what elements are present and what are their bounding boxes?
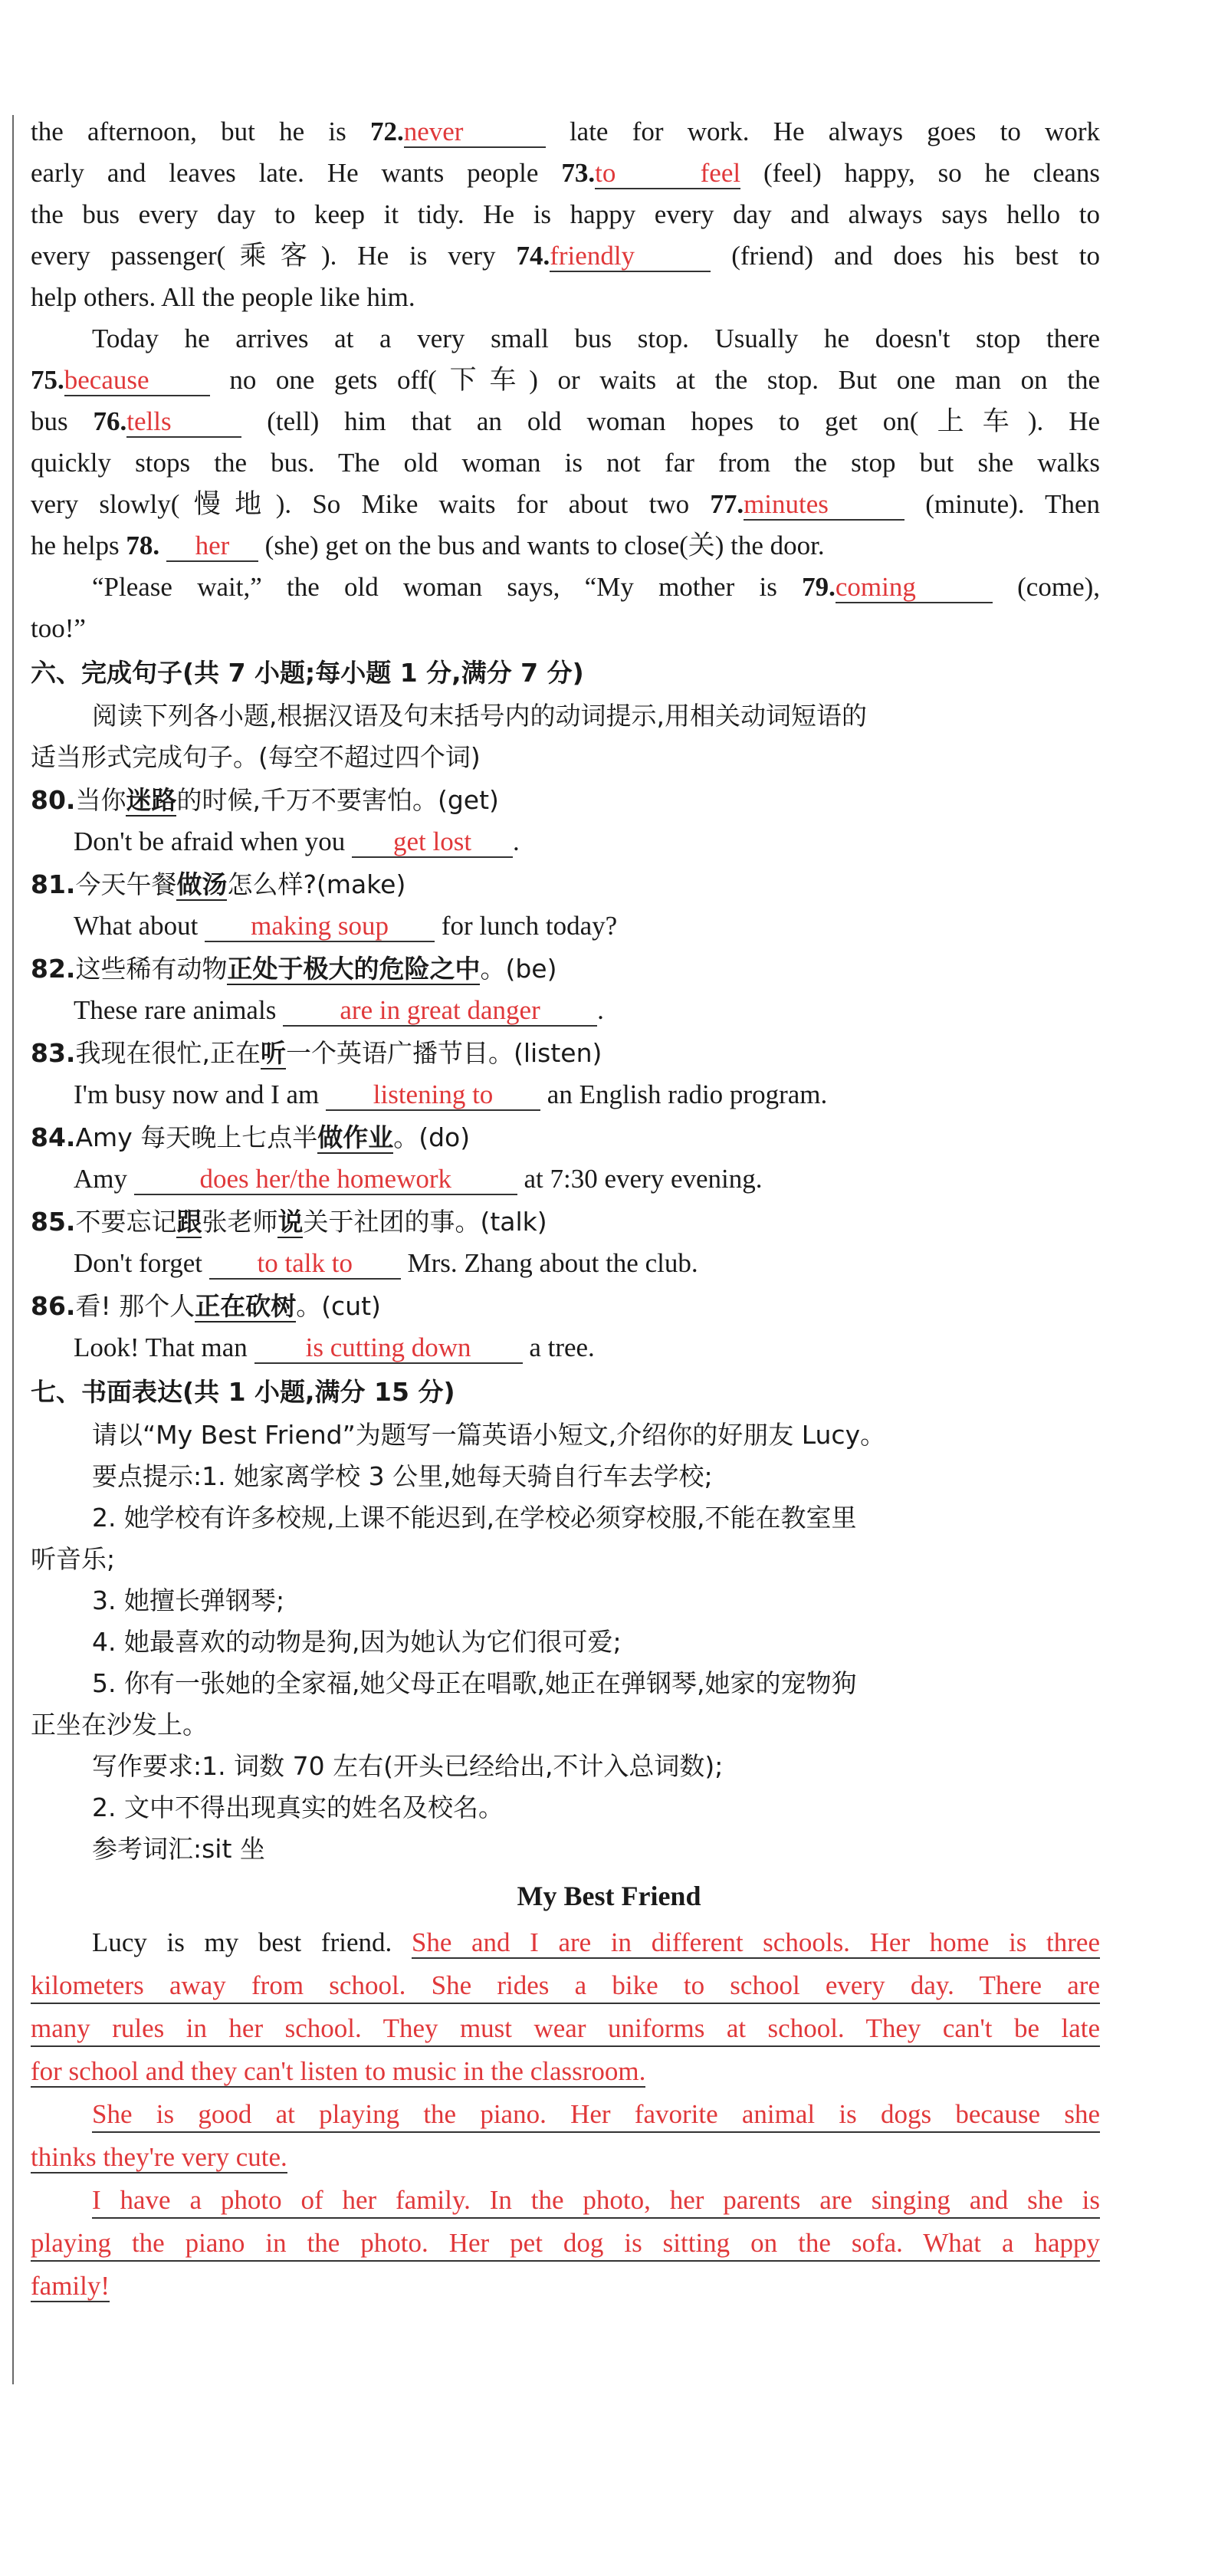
section7-point-4: 4. 她最喜欢的动物是狗,因为她认为它们很可爱; — [92, 1627, 622, 1657]
item-85-chinese: 85.不要忘记跟张老师说关于社团的事。(talk) — [31, 1207, 547, 1237]
section7-point-2: 2. 她学校有许多校规,上课不能迟到,在学校必须穿校服,不能在教室里 — [92, 1503, 857, 1533]
answer-80: get lost — [352, 827, 513, 858]
section7-vocab: 参考词汇:sit 坐 — [92, 1834, 265, 1864]
passage-line-4: every passenger(乘客). He is very 74.friendly (friend) and does his best to — [31, 241, 1100, 271]
answer-83: listening to — [326, 1080, 540, 1111]
item-85-english: Don't forget to talk to Mrs. Zhang about the club. — [74, 1248, 698, 1278]
essay-line-1: Lucy is my best friend. She and I are in different schools. Her home is three — [92, 1927, 1100, 1957]
margin-rule — [12, 115, 14, 2384]
item-82-chinese: 82.这些稀有动物正处于极大的危险之中。(be) — [31, 954, 557, 984]
passage-line-2: early and leaves late. He wants people 73.to feel (feel) happy, so he cleans — [31, 158, 1101, 188]
essay-line-9: family! — [31, 2271, 110, 2301]
item-81-chinese: 81.今天午餐做汤怎么样?(make) — [31, 869, 406, 899]
passage-line-8: bus 76.tells (tell) him that an old woman hopes to get on(上车). He — [31, 406, 1101, 436]
item-80-english: Don't be afraid when you get lost . — [74, 826, 520, 856]
answer-86: is cutting down — [254, 1333, 523, 1364]
item-86-english: Look! That man is cutting down a tree. — [74, 1332, 595, 1362]
essay-line-4: for school and they can't listen to music in the classroom. — [31, 2056, 646, 2086]
answer-73: to feel — [595, 158, 741, 188]
passage-line-3: the bus every day to keep it tidy. He is happy every day and always says hello to — [31, 199, 1100, 229]
passage-line-13: too!” — [31, 613, 86, 643]
passage-line-10: very slowly(慢地). So Mike waits for about two 77.minutes (minute). Then — [31, 489, 1101, 519]
answer-85: to talk to — [209, 1249, 401, 1280]
essay-line-5: She is good at playing the piano. Her favorite animal is dogs because she — [92, 2098, 1100, 2133]
item-80-chinese: 80.当你迷路的时候,千万不要害怕。(get) — [31, 785, 499, 815]
essay-line-2: kilometers away from school. She rides a bike to school every day. There are — [31, 1969, 1100, 2004]
answer-72: never — [404, 117, 546, 148]
section7-point-3: 3. 她擅长弹钢琴; — [92, 1585, 285, 1615]
answer-84: does her/the homework — [134, 1165, 517, 1195]
section6-instructions-2: 适当形式完成句子。(每空不超过四个词) — [31, 742, 481, 772]
essay-line-8: playing the piano in the photo. Her pet dog is sitting on the sofa. What a happy — [31, 2226, 1100, 2262]
answer-76: tells — [126, 407, 241, 438]
answer-82: are in great danger — [283, 996, 597, 1027]
passage-line-6: Today he arrives at a very small bus stop. Usually he doesn't stop there — [92, 324, 1100, 353]
item-81-english: What about making soup for lunch today? — [74, 911, 618, 941]
item-86-chinese: 86.看! 那个人正在砍树。(cut) — [31, 1291, 381, 1321]
answer-79: coming — [836, 573, 993, 603]
section7-point-5-cont: 正坐在沙发上。 — [31, 1710, 208, 1740]
item-84-english: Amy does her/the homework at 7:30 every evening. — [74, 1164, 763, 1194]
essay-title: My Best Friend — [517, 1881, 701, 1911]
passage-line-9: quickly stops the bus. The old woman is not far from the stop but she walks — [31, 448, 1100, 478]
passage-line-1: the afternoon, but he is 72.never late for work. He always goes to work — [31, 117, 1100, 146]
section7-heading: 七、书面表达(共 1 小题,满分 15 分) — [31, 1377, 455, 1407]
passage-line-11: he helps 78. her (she) get on the bus and wants to close(关) the door. — [31, 531, 825, 560]
answer-74: friendly — [550, 242, 711, 272]
answer-77: minutes — [744, 490, 904, 521]
section6-heading: 六、完成句子(共 7 小题;每小题 1 分,满分 7 分) — [31, 658, 584, 688]
essay-line-6: thinks they're very cute. — [31, 2142, 287, 2172]
item-84-chinese: 84.Amy 每天晚上七点半做作业。(do) — [31, 1122, 471, 1152]
essay-line-7: I have a photo of her family. In the photo, her parents are singing and she is — [92, 2183, 1100, 2219]
passage-line-12: “Please wait,” the old woman says, “My mother is 79.coming (come), — [92, 572, 1101, 602]
item-83-english: I'm busy now and I am listening to an English radio program. — [74, 1079, 828, 1109]
passage-line-5: help others. All the people like him. — [31, 282, 415, 312]
section7-prompt: 请以“My Best Friend”为题写一篇英语小短文,介绍你的好朋友 Lucy。 — [92, 1420, 886, 1450]
section7-point-2-cont: 听音乐; — [31, 1544, 116, 1574]
item-83-chinese: 83.我现在很忙,正在听一个英语广播节目。(listen) — [31, 1038, 602, 1068]
item-82-english: These rare animals are in great danger . — [74, 995, 604, 1025]
answer-75: because — [64, 366, 210, 396]
section7-requirement-2: 2. 文中不得出现真实的姓名及校名。 — [92, 1792, 504, 1822]
answer-81: making soup — [205, 912, 435, 942]
section7-point-5: 5. 你有一张她的全家福,她父母正在唱歌,她正在弹钢琴,她家的宠物狗 — [92, 1668, 857, 1698]
section6-instructions-1: 阅读下列各小题,根据汉语及句末括号内的动词提示,用相关动词短语的 — [92, 701, 867, 731]
section7-requirement-1: 写作要求:1. 词数 70 左右(开头已经给出,不计入总词数); — [92, 1751, 724, 1781]
passage-line-7: 75.because no one gets off(下车) or waits at the stop. But one man on the — [31, 365, 1100, 395]
answer-78: her — [166, 531, 258, 562]
essay-line-3: many rules in her school. They must wear uniforms at school. They can't be late — [31, 2012, 1100, 2047]
section7-point-1: 要点提示:1. 她家离学校 3 公里,她每天骑自行车去学校; — [92, 1461, 713, 1491]
